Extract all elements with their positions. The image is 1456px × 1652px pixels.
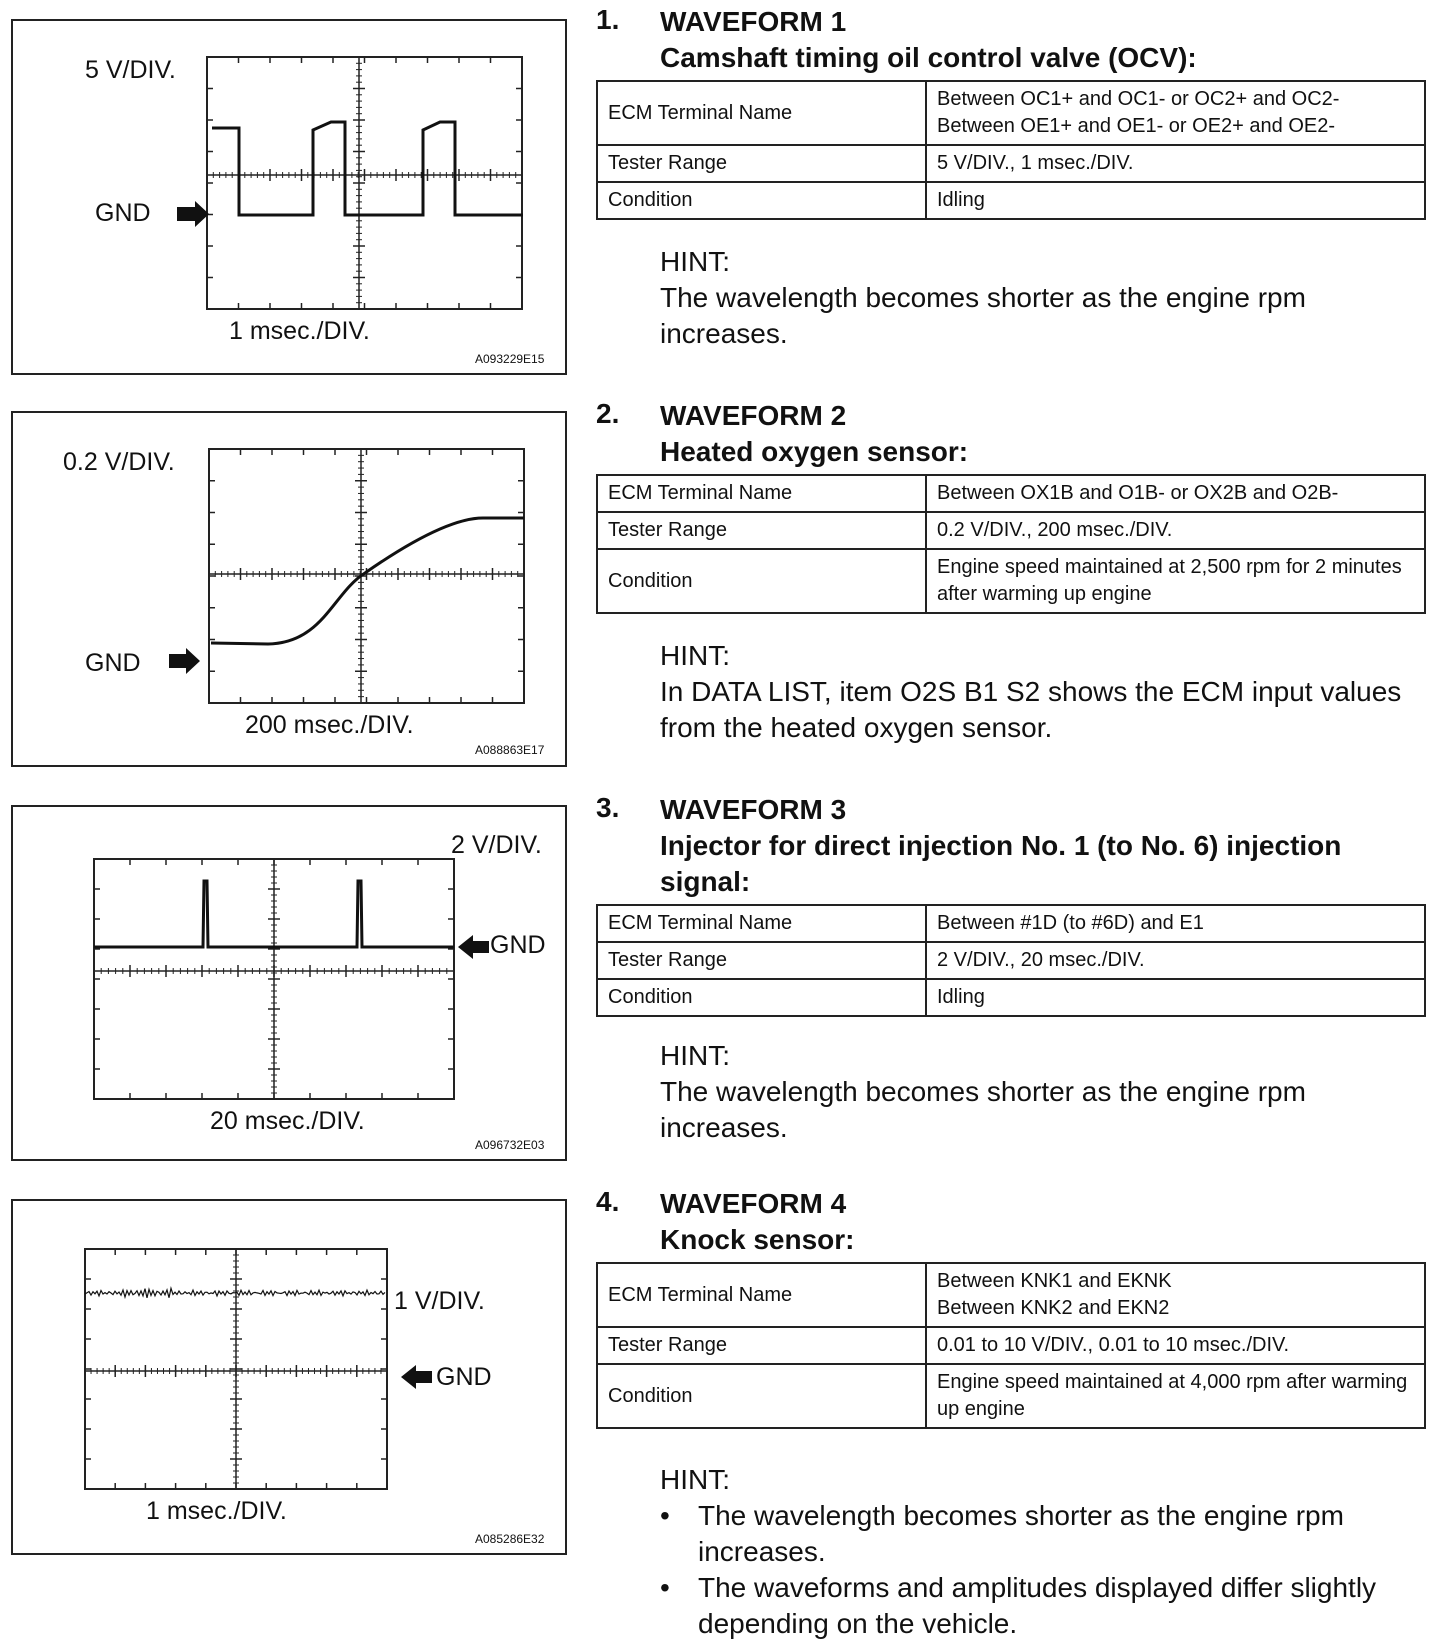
table-row: [597, 81, 1425, 145]
row-value: Idling: [926, 979, 1425, 1016]
waveform-1-section: [596, 4, 1426, 364]
row-value: 0.01 to 10 V/DIV., 0.01 to 10 msec./DIV.: [926, 1327, 1425, 1364]
row-value: Idling: [926, 182, 1425, 219]
hint-label: HINT:: [660, 1464, 730, 1495]
gnd-arrow: [401, 1365, 432, 1389]
hint-label: HINT:: [660, 246, 730, 277]
spec-table: [596, 1262, 1426, 1429]
row-value: 2 V/DIV., 20 msec./DIV.: [926, 942, 1425, 979]
figure-code: A085286E32: [475, 1532, 545, 1546]
waveform-2-section: [596, 398, 1426, 758]
waveform-4-figure: [11, 1199, 567, 1555]
table-row: [597, 145, 1425, 182]
time-per-div-label: 1 msec./DIV.: [146, 1497, 287, 1525]
row-key: Condition: [597, 979, 926, 1016]
volts-per-div-label: 5 V/DIV.: [85, 56, 176, 84]
hint-label: HINT:: [660, 640, 730, 671]
volts-per-div-label: 1 V/DIV.: [394, 1287, 485, 1315]
waveform-2-figure: [11, 411, 567, 767]
figure-code: A093229E15: [475, 352, 545, 366]
ocv-pulse-trace: [212, 122, 523, 215]
row-value: Between OC1+ and OC1- or OC2+ and OC2- Between OE1+ and OE1- or OE2+ and OE2-: [926, 81, 1425, 145]
row-value: Engine speed maintained at 2,500 rpm for 2 minutes after warming up engine: [926, 549, 1425, 613]
table-row: [597, 475, 1425, 512]
row-key: Tester Range: [597, 512, 926, 549]
figure-code: A088863E17: [475, 743, 545, 757]
gnd-label: GND: [95, 199, 151, 227]
row-value: Between KNK1 and EKNK Between KNK2 and EKN2: [926, 1263, 1425, 1327]
time-per-div-label: 1 msec./DIV.: [229, 317, 370, 345]
gnd-arrow: [177, 201, 209, 227]
section-number: 2.: [596, 398, 620, 429]
scope-grid-ticks: [209, 449, 524, 703]
time-per-div-label: 20 msec./DIV.: [210, 1107, 365, 1135]
hint-block: [660, 1462, 1420, 1642]
scope-grid-ticks: [94, 859, 454, 1099]
row-key: ECM Terminal Name: [597, 475, 926, 512]
section-subtitle: Injector for direct injection No. 1 (to No. 6) injection signal:: [660, 830, 1342, 897]
row-key: Condition: [597, 182, 926, 219]
row-key: Condition: [597, 1364, 926, 1428]
table-row: [597, 1327, 1425, 1364]
waveform-1-figure: [11, 19, 567, 375]
row-key: ECM Terminal Name: [597, 81, 926, 145]
volts-per-div-label: 2 V/DIV.: [451, 831, 542, 859]
gnd-arrow: [458, 935, 489, 959]
spec-table: [596, 474, 1426, 614]
waveform-4-section: [596, 1186, 1426, 1646]
gnd-label: GND: [490, 931, 546, 959]
knock-sensor-trace: [85, 1288, 385, 1298]
section-subtitle: Heated oxygen sensor:: [660, 436, 969, 467]
row-value: 5 V/DIV., 1 msec./DIV.: [926, 145, 1425, 182]
waveform-3-figure: [11, 805, 567, 1161]
hint-text: The wavelength becomes shorter as the engine rpm increases.: [660, 282, 1306, 349]
table-row: [597, 1364, 1425, 1428]
gnd-label: GND: [85, 649, 141, 677]
section-title: WAVEFORM 2: [660, 400, 847, 431]
gnd-label: GND: [436, 1363, 492, 1391]
row-value: 0.2 V/DIV., 200 msec./DIV.: [926, 512, 1425, 549]
figure-code: A096732E03: [475, 1138, 545, 1152]
oxygen-sensor-trace: [211, 518, 524, 644]
row-key: ECM Terminal Name: [597, 1263, 926, 1327]
row-key: Tester Range: [597, 1327, 926, 1364]
scope-grid-ticks: [85, 1249, 387, 1489]
row-key: ECM Terminal Name: [597, 905, 926, 942]
volts-per-div-label: 0.2 V/DIV.: [63, 448, 175, 476]
table-row: [597, 905, 1425, 942]
time-per-div-label: 200 msec./DIV.: [245, 711, 414, 739]
table-row: [597, 942, 1425, 979]
section-subtitle: Camshaft timing oil control valve (OCV):: [660, 42, 1197, 73]
table-row: [597, 512, 1425, 549]
hint-text: The wavelength becomes shorter as the engine rpm increases.: [660, 1076, 1306, 1143]
table-row: [597, 979, 1425, 1016]
hint-text: In DATA LIST, item O2S B1 S2 shows the ECM input values from the heated oxygen sensor.: [660, 676, 1402, 743]
section-title: WAVEFORM 3: [660, 794, 847, 825]
scope-grid-ticks: [207, 57, 522, 309]
section-subtitle: Knock sensor:: [660, 1224, 855, 1255]
row-key: Condition: [597, 549, 926, 613]
row-key: Tester Range: [597, 942, 926, 979]
waveform-3-section: [596, 792, 1426, 1152]
section-number: 1.: [596, 4, 620, 35]
row-value: Between #1D (to #6D) and E1: [926, 905, 1425, 942]
table-row: [597, 549, 1425, 613]
row-value: Engine speed maintained at 4,000 rpm after warming up engine: [926, 1364, 1425, 1428]
hint-label: HINT:: [660, 1040, 730, 1071]
hint-block: [660, 1038, 1420, 1146]
section-title: WAVEFORM 4: [660, 1188, 847, 1219]
hint-block: [660, 244, 1420, 352]
hint-block: [660, 638, 1420, 746]
table-row: [597, 182, 1425, 219]
section-number: 4.: [596, 1186, 620, 1217]
section-number: 3.: [596, 792, 620, 823]
row-key: Tester Range: [597, 145, 926, 182]
row-value: Between OX1B and O1B- or OX2B and O2B-: [926, 475, 1425, 512]
hint-bullet: • The waveforms and amplitudes displayed differ slightly depending on the vehicle.: [660, 1572, 1377, 1639]
section-title: WAVEFORM 1: [660, 6, 847, 37]
table-row: [597, 1263, 1425, 1327]
spec-table: [596, 904, 1426, 1017]
hint-bullet: • The wavelength becomes shorter as the engine rpm increases.: [660, 1500, 1344, 1567]
gnd-arrow: [169, 648, 200, 674]
spec-table: [596, 80, 1426, 220]
